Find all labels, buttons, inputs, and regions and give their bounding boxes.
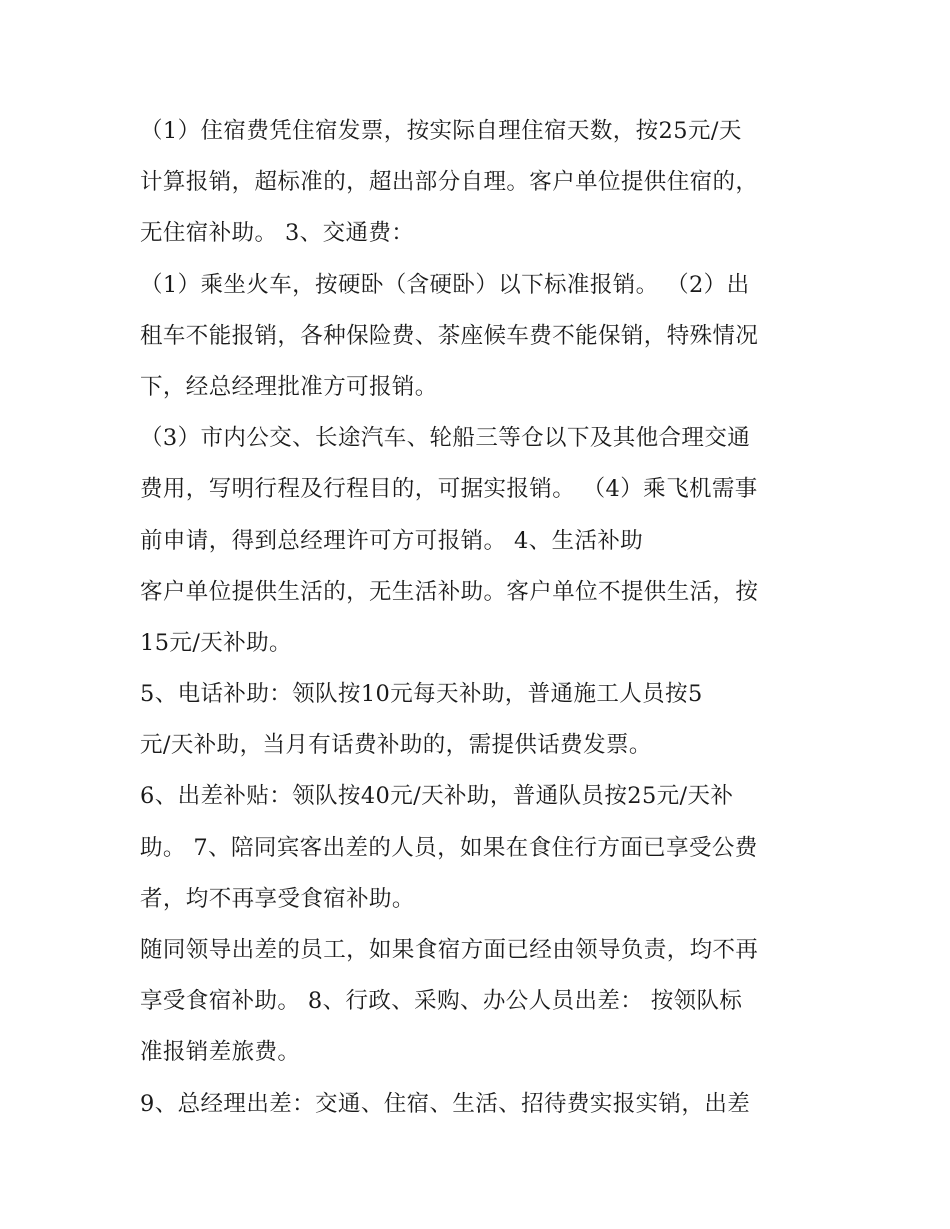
text-line-14: 6、出差补贴：领队按40元/天补助，普通队员按25元/天补: [140, 783, 734, 810]
text-line-9: 前申请，得到总经理许可方可报销。 4、生活补助: [140, 527, 644, 554]
text-line-5: 租车不能报销，各种保险费、茶座候车费不能保销，特殊情况: [140, 322, 759, 349]
text-line-6: 下，经总经理批准方可报销。: [140, 373, 438, 400]
document-body: [140, 112, 840, 1136]
text-line-10: 客户单位提供生活的，无生活补助。客户单位不提供生活，按: [140, 578, 759, 605]
text-line-8: 费用，写明行程及行程目的，可据实报销。 （4）乘飞机需事: [140, 476, 758, 503]
text-line-2: 计算报销，超标准的，超出部分自理。客户单位提供住宿的，: [140, 169, 759, 196]
text-line-13: 元/天补助，当月有话费补助的，需提供话费发票。: [140, 732, 652, 759]
text-line-4: （1）乘坐火车，按硬卧（含硬卧）以下标准报销。 （2）出: [140, 271, 750, 298]
text-line-19: 准报销差旅费。: [140, 1039, 301, 1066]
text-line-18: 享受食宿补助。 8、行政、采购、办公人员出差： 按领队标: [140, 988, 743, 1015]
text-line-11: 15元/天补助。: [140, 629, 292, 656]
text-line-20: 9、总经理出差：交通、住宿、生活、招待费实报实销，出差: [140, 1090, 751, 1117]
text-line-12: 5、电话补助：领队按10元每天补助，普通施工人员按5: [140, 681, 703, 708]
text-line-3: 无住宿补助。 3、交通费：: [140, 220, 415, 247]
text-line-17: 随同领导出差的员工，如果食宿方面已经由领导负责，均不再: [140, 937, 759, 963]
text-line-16: 者，均不再享受食宿补助。: [140, 885, 415, 912]
text-line-15: 助。 7、陪同宾客出差的人员，如果在食住行方面已享受公费: [140, 834, 758, 861]
text-line-7: （3）市内公交、长途汽车、轮船三等仓以下及其他合理交通: [140, 425, 751, 452]
text-line-1: （1）住宿费凭住宿发票，按实际自理住宿天数，按25元/天: [140, 118, 742, 144]
